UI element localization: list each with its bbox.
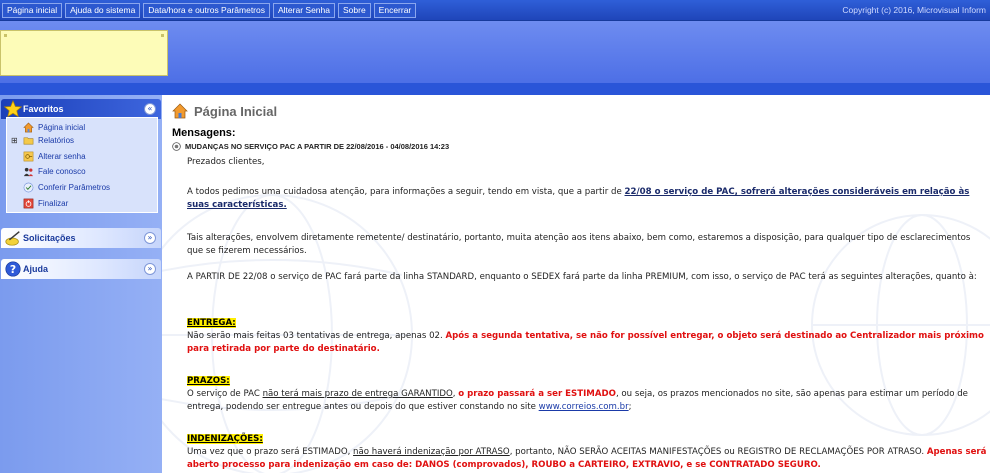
sidebar-item-label: Alterar senha — [38, 152, 86, 161]
key-icon — [23, 151, 34, 162]
favorites-panel-title: Favoritos — [23, 104, 64, 114]
main-content — [162, 95, 990, 473]
chevron-down-icon[interactable]: » — [144, 232, 156, 244]
ajuda-panel-header[interactable] — [1, 259, 161, 279]
notice-box-corner — [161, 34, 164, 37]
help-icon — [4, 260, 22, 278]
page-title: Página Inicial — [194, 103, 278, 119]
section-prazos — [187, 375, 987, 414]
info-icon — [172, 142, 181, 151]
section-heading: INDENIZAÇÕES: — [187, 434, 263, 444]
section-text: Uma vez que o prazo será ESTIMADO, — [187, 447, 354, 457]
menu-data-hora-parametros[interactable]: Data/hora e outros Parâmetros — [143, 3, 270, 18]
message-title: MUDANÇAS NO SERVIÇO PAC A PARTIR DE 22/08/2016 - 04/08/2016 14:23 — [185, 142, 450, 151]
favorites-list — [6, 117, 158, 213]
home-icon — [172, 103, 188, 119]
message-paragraph-1 — [187, 186, 987, 212]
ajuda-panel-title: Ajuda — [23, 264, 49, 274]
top-navigation-bar — [0, 0, 990, 21]
copyright-text: Copyright (c) 2016, Microvisual Inform — [842, 5, 986, 15]
check-icon — [23, 182, 34, 193]
sidebar-item-relatorios[interactable] — [11, 134, 74, 147]
message-header — [172, 142, 449, 151]
folder-icon — [23, 135, 34, 146]
menu-alterar-senha[interactable]: Alterar Senha — [273, 3, 335, 18]
section-heading: PRAZOS: — [187, 376, 230, 386]
section-alert: Após a segunda tentativa, se não for possível entregar, o objeto será destinado ao Centralizador mais próximo para retirada por parte do destinatário. — [187, 331, 984, 354]
correios-link[interactable]: www.correios.com.br — [538, 402, 629, 412]
pen-icon — [4, 229, 22, 247]
section-text: , — [452, 389, 459, 399]
section-indenizacoes — [187, 433, 987, 472]
star-icon — [4, 100, 22, 118]
sidebar-item-conferir-parametros[interactable] — [23, 181, 110, 194]
sidebar-item-label: Conferir Parâmetros — [38, 183, 111, 192]
section-underline: não haverá indenização por ATRASO — [353, 447, 510, 457]
people-icon — [23, 166, 34, 177]
section-underline: não terá mais prazo de entrega GARANTIDO — [262, 389, 453, 399]
sidebar-item-label: Fale conosco — [38, 167, 86, 176]
svg-text:?: ? — [9, 263, 17, 277]
sidebar-item-label: Página inicial — [38, 123, 86, 132]
message-paragraph-2: Tais alterações, envolvem diretamente remetente/ destinatário, portanto, muita atenção aos itens abaixo, bem como, estaremos a disposição, para qualquer tipo de esclarecimentos que se fizerem necessários. — [187, 233, 971, 256]
chevron-up-icon[interactable]: « — [144, 103, 156, 115]
top-menu — [2, 3, 416, 18]
section-alert: Apenas será aberto processo para indenização em caso de: DANOS (comprovados), ROUBO a CARTEIRO, EXTRAVIO, e se CONTRATADO SEGURO. — [187, 447, 987, 470]
notice-box — [0, 30, 168, 76]
section-text: Não serão mais feitas 03 tentativas de entrega, apenas 02. — [187, 331, 446, 341]
sidebar-item-finalizar[interactable] — [23, 197, 68, 210]
sidebar-item-fale-conosco[interactable] — [23, 165, 86, 178]
chevron-down-icon[interactable]: » — [144, 263, 156, 275]
menu-pagina-inicial[interactable]: Página inicial — [2, 3, 62, 18]
sidebar-item-alterar-senha[interactable] — [23, 150, 86, 163]
section-alert: o prazo passará a ser ESTIMADO — [458, 389, 616, 399]
menu-encerrar[interactable]: Encerrar — [374, 3, 417, 18]
header-strip — [0, 83, 990, 95]
section-text: O serviço de PAC — [187, 389, 263, 399]
section-heading: ENTREGA: — [187, 318, 236, 328]
notice-box-corner — [4, 34, 7, 37]
sidebar-item-label: Relatórios — [38, 136, 75, 145]
solicitacoes-panel-title: Solicitações — [23, 233, 76, 243]
sidebar-item-pagina-inicial[interactable] — [23, 121, 85, 134]
globe-watermark-icon — [162, 95, 990, 473]
menu-ajuda-do-sistema[interactable]: Ajuda do sistema — [65, 3, 140, 18]
menu-sobre[interactable]: Sobre — [338, 3, 371, 18]
section-entrega — [187, 317, 987, 356]
sidebar-item-label: Finalizar — [38, 199, 69, 208]
paragraph-text: A todos pedimos uma cuidadosa atenção, para informações a seguir, tendo em vista, que a partir de — [187, 187, 625, 197]
section-text: ; — [628, 402, 632, 412]
messages-heading: Mensagens: — [172, 127, 236, 139]
solicitacoes-panel-header[interactable] — [1, 228, 161, 248]
paragraph-emphasis: 22/08 o serviço de PAC, sofrerá alterações consideráveis em relação às suas características. — [187, 187, 970, 210]
section-text: , ou seja, os prazos mencionados no site, são apenas para estimar um período de entrega, podendo ser entregue antes ou depois do que estiver constando no site — [187, 389, 968, 412]
favorites-panel-header[interactable] — [1, 99, 161, 119]
page-title-area — [172, 103, 277, 119]
expand-icon[interactable]: ⊞ — [11, 136, 18, 145]
message-paragraph-3: A PARTIR DE 22/08 o serviço de PAC fará parte da linha STANDARD, enquanto o SEDEX fará parte da linha PREMIUM, com isso, o serviço de PAC terá as seguintes alterações, quanto à: — [187, 272, 977, 282]
home-icon — [23, 122, 34, 133]
section-text: , portanto, NÃO SERÃO ACEITAS MANIFESTAÇÕES ou REGISTRO DE RECLAMAÇÕES POR ATRASO. — [509, 447, 927, 457]
exit-icon — [23, 198, 34, 209]
message-greeting: Prezados clientes, — [187, 157, 265, 167]
